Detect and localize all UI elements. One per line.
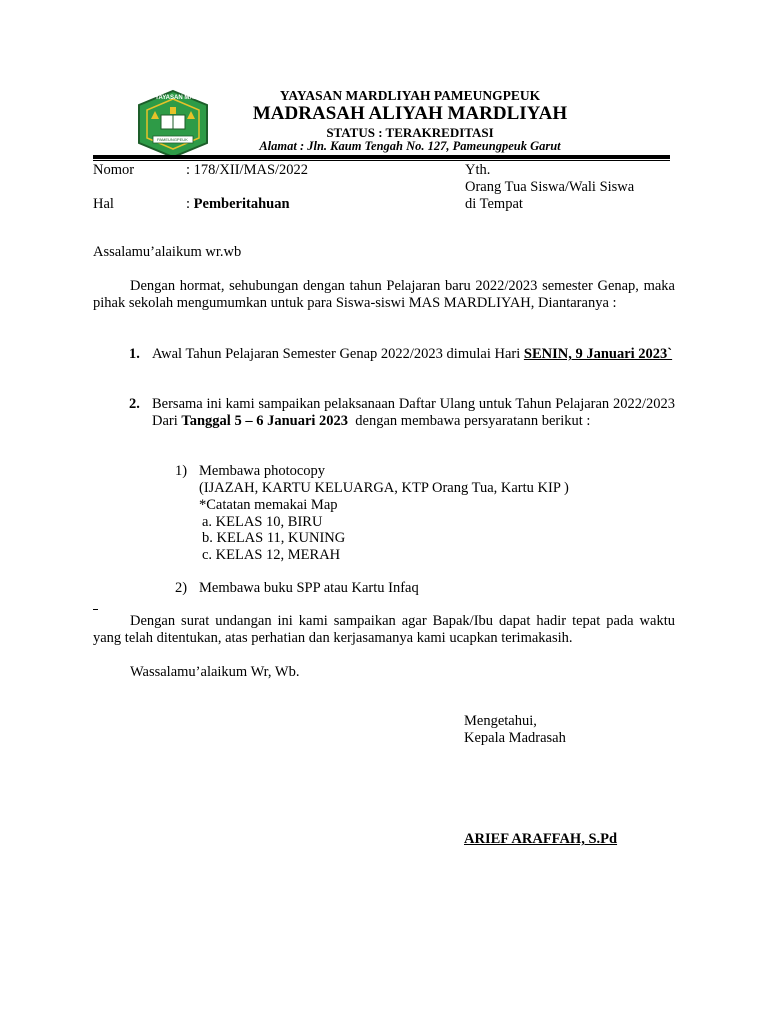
greeting: Assalamu’alaikum wr.wb [93, 244, 242, 260]
nomor-label: Nomor [93, 162, 135, 178]
header-divider [93, 155, 670, 159]
sub1-note: *Catatan memakai Map [199, 497, 338, 513]
signature-name: ARIEF ARAFFAH, S.Pd [464, 831, 618, 847]
recipient-yth: Yth. [465, 162, 491, 178]
signature-acknowledged: Mengetahui, [464, 713, 537, 729]
nomor-value: : 178/XII/MAS/2022 [186, 162, 309, 178]
sub1-detail: (IJAZAH, KARTU KELUARGA, KTP Orang Tua, Kartu KIP ) [199, 480, 569, 496]
logo-text-top: YAYASAN MARDLIYAH [155, 95, 220, 101]
accreditation-status: STATUS : TERAKREDITASI [326, 125, 494, 140]
intro-paragraph: Dengan hormat, sehubungan dengan tahun Pelajaran baru 2022/2023 semester Genap, maka pihak sekolah mengumumkan untuk para Siswa-siswi MAS MARDLIYAH, Diantaranya : [93, 278, 675, 311]
item2-number: 2. [129, 396, 140, 412]
item2-text: Bersama ini kami sampaikan pelaksanaan Daftar Ulang untuk Tahun Pelajaran 2022/2023 Dari Tanggal 5 – 6 Januari 2023 dengan membawa persyaratann berikut : [152, 396, 675, 429]
sub1-option-b: b. KELAS 11, KUNING [202, 530, 346, 546]
farewell: Wassalamu’alaikum Wr, Wb. [130, 664, 300, 680]
logo-text-bottom: PAMEUNGPEUK [157, 137, 188, 142]
item1-text: Awal Tahun Pelajaran Semester Genap 2022/2023 dimulai Hari SENIN, 9 Januari 2023` [152, 346, 673, 362]
hal-label: Hal [93, 196, 114, 212]
closing-paragraph: Dengan surat undangan ini kami sampaikan agar Bapak/Ibu dapat hadir tepat pada waktu yang telah ditentukan, atas perhatian dan kerjasamanya kami ucapkan terimakasih. [93, 613, 675, 646]
recipient-name: Orang Tua Siswa/Wali Siswa [465, 179, 635, 195]
school-name: MADRASAH ALIYAH MARDLIYAH [252, 103, 568, 124]
sub1-number: 1) [175, 463, 188, 479]
foundation-name: YAYASAN MARDLIYAH PAMEUNGPEUK [279, 88, 541, 103]
school-address: Alamat : Jln. Kaum Tengah No. 127, Pameungpeuk Garut [259, 139, 561, 153]
header-divider-thin [93, 160, 670, 161]
sub2-number: 2) [175, 580, 188, 596]
signature-title: Kepala Madrasah [464, 730, 566, 746]
hal-value: : Pemberitahuan [186, 196, 290, 212]
item1-number: 1. [129, 346, 140, 362]
sub1-title: Membawa photocopy [199, 463, 326, 479]
stray-mark [93, 609, 98, 610]
sub2-title: Membawa buku SPP atau Kartu Infaq [199, 580, 419, 596]
sub1-option-c: c. KELAS 12, MERAH [202, 547, 341, 563]
sub1-option-a: a. KELAS 10, BIRU [202, 514, 323, 530]
recipient-place: di Tempat [465, 196, 523, 212]
